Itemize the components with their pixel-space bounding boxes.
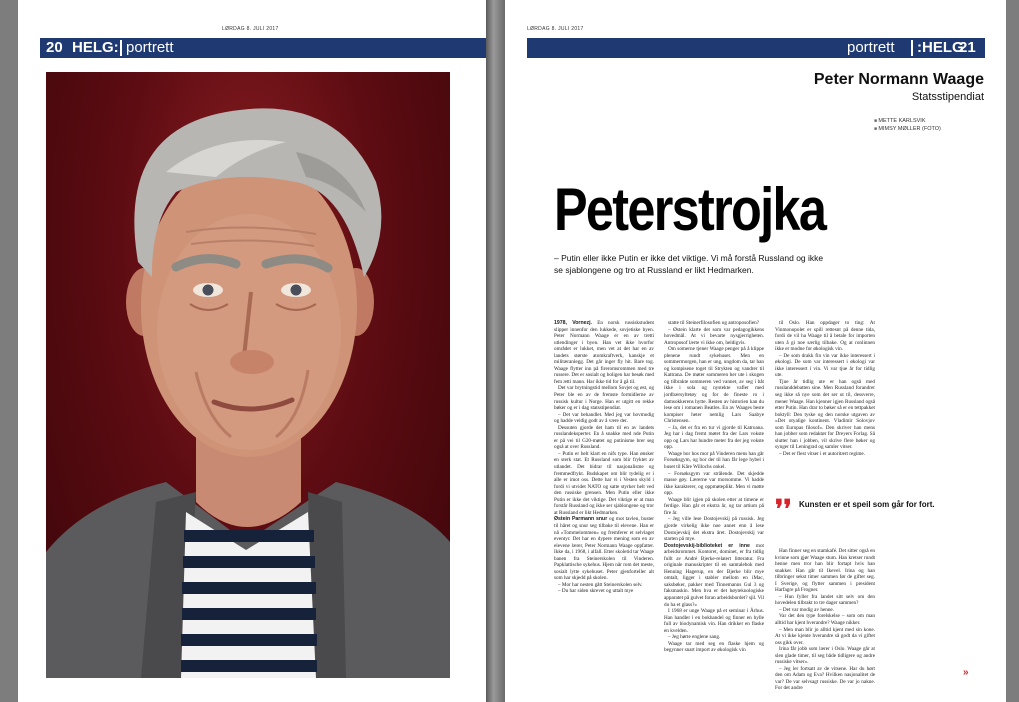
article-paragraph xyxy=(664,497,764,517)
quote-mark-icon: ❜❜ xyxy=(775,494,792,524)
paragraph-text: – Det er flest vitser i et autoritært regime. xyxy=(779,450,865,457)
paragraph-text: Waage tar med seg en flaske hjem og begynner snart import av økologisk vin xyxy=(664,640,764,654)
paragraph-text: – Østein klarte det som var pedagogikkens hovedmål. At vi bevarte nysgjerrigheten. Antroposof lærte vi ikke om, heldigvis. xyxy=(664,326,764,346)
article-paragraph xyxy=(775,594,875,607)
paragraph-text: – Jeg ler fortsatt av de vitsene. Har du hørt den om Adam og Eva? Hvilken nasjonalitet de var? De var selvsagt russiske. De var jo nakne. For det andre xyxy=(775,665,875,692)
paragraph-text: Waage bor hos mor på Vinderen mens han går Forsøksgym, og bor der til han får lege hybel i huset til Kåre Willochs onkel. xyxy=(664,450,764,471)
section-label-left: HELG: xyxy=(72,39,119,56)
article-paragraph xyxy=(775,548,875,594)
paragraph-text: Dessuten gjorde det ham til en av landets russlandeksperter. En å snakke med nde Putin er på vei til G20-møtet og putinisme brer seg også at over Russland. xyxy=(554,424,654,451)
article-paragraph xyxy=(664,327,764,347)
paragraph-text: – Forsøksgym var strålende. Det skjedde masse gøy. Lærerne var morsomme. Vi hadde ikke karakterer, og oppmøteplikt. Men vi møtte opp. xyxy=(664,470,764,497)
article-paragraph xyxy=(664,641,764,654)
paragraph-lead: 1978, Vornezj. xyxy=(554,320,598,326)
article-paragraph xyxy=(554,516,654,581)
article-paragraph xyxy=(775,353,875,379)
page-number-right: 21 xyxy=(959,39,976,56)
paragraph-text: statte til Steinerfilosofien og antroposofien? xyxy=(668,320,760,326)
paragraph-lead: Dostojevskij-biblioteket er inne xyxy=(664,542,756,549)
article-paragraph xyxy=(664,543,764,608)
article-paragraph xyxy=(554,412,654,425)
article-paragraph xyxy=(664,608,764,634)
paragraph-text: og mot tavlen, buster til håret og snur seg tilbake til elevene. Han er nå «Tommelommen» og fremferer et selvlaget eventyr. Det har en dypere mening som en av elevene lærer, Peter Normann Waage oppfatter. Ikke da, i 1968, i alfall. Etter skoletid tar Waage banen fra Steinerskolen til Vinderen. Papklattische sykehus. Hjem når rom det meste, sosialt lytte sykehuset. Peter gjenforteller alt som har skjedd på skolen. xyxy=(554,516,654,582)
paragraph-text: – Men man blir jo alltid kjent med sin kone. At vi ikke kjente hverandre så godt da vi giftet oss gikk over. xyxy=(775,626,875,646)
article-paragraph xyxy=(775,451,875,458)
page-gutter xyxy=(486,0,505,702)
headline: Peterstrojka xyxy=(554,176,826,243)
credits xyxy=(874,117,941,133)
paragraph-text: I 1968 er unge Waage på et seminar i Århus. Han handler i en bokhandel og finner en hylle full av biodynamisk vin. Han drikker en flaske en kvelden. xyxy=(664,608,764,634)
paragraph-text: mot arbeidsrommet. Kontoret, dominet, er fra tidlig fullt av André Bjerke-relatert litteratur. Fra originale manuskripter til en samtalebok med Henning Hagerup, en der Bjerke blir mye omtalt, ligger i stabler mellom en iMac, saksbøker, pakker med Tinnemanns Gul 3 og faksmaskin. Men hva er det høyteknologiske apparatet på gulvet foran arbeidsbordet? sjil. Vil du ha et glass?» xyxy=(664,542,764,608)
article-column-3-bottom xyxy=(775,548,875,692)
section-bar-left xyxy=(40,38,486,58)
paragraph-text: Om somerne tjener Waage penger på å klippe plenene rundt sykehuset. Men en sommermorgen, han er ung, ungdom da, tar han og kompisene toget til Strykten og vandrer til Kattrana. De møter sommeren her ute i skogen og tilbrakte sommeren ved vannet, av seg i båt ikke i sola og nystekte vafler med jordbærsyltetøy og for de fineste ro i damsokkerens hytte. Resten av historien kan du lese om i romanen Beatles. En av Waages beste kompiser heter nemlig Lars Saabye Christensen. xyxy=(664,346,764,425)
paragraph-text: – Det var behandlet. Med jeg var hovmodig og hadde veldig godt av å være der. xyxy=(554,411,654,425)
article-paragraph xyxy=(664,425,764,451)
subsection-label-left: portrett xyxy=(126,39,174,56)
bar-divider-left xyxy=(120,40,122,56)
paragraph-text: – Putin er helt klart en nifs type. Han ønsker en sterk stat. Et Russland som blir fryktet av utlandet. Det bidrar til nasjonalisme og fremmedfrykt. Budskapet om blir tydelig er i alle er imot oss. Dette har vi i Vesten skyld i fordi vi utvidet NATO og satte styrker helt ved den russiske grensen. Men Putin eller ikke Putin er ikke det viktige. Det viktige er at man forstår Russland og ikke ser sjablongene og tror at Russland er likt Hedmarken. xyxy=(554,450,654,516)
article-paragraph xyxy=(775,320,875,353)
pull-quote-text: Kunsten er et speil som går for fort. xyxy=(799,500,935,509)
section-label-right: :HELG xyxy=(917,39,964,56)
right-page xyxy=(505,0,1006,702)
article-paragraph xyxy=(664,451,764,471)
continue-arrow-icon: » xyxy=(963,667,969,678)
dateline-left: LØRDAG 8. JULI 2017 xyxy=(222,26,279,32)
paragraph-text: – De som drakk fin vin var ikke interessert i økologi. De som var interessert i økologi var ikke interessert i vin. Vi var tjue år for tidlig ute. xyxy=(775,352,875,379)
article-paragraph xyxy=(554,588,654,595)
article-column-3-top xyxy=(775,320,875,492)
article-column-2 xyxy=(664,320,764,654)
paragraph-lead: Østein Parmann snur xyxy=(554,516,610,523)
byline-name: Peter Normann Waage xyxy=(813,71,984,88)
paragraph-text: – Det var modig av henne. xyxy=(779,606,835,613)
article-paragraph xyxy=(775,646,875,666)
section-bar-right xyxy=(527,38,985,58)
article-paragraph xyxy=(664,516,764,542)
credit-photo: ■ MIMSY MØLLER (FOTO) xyxy=(874,125,941,133)
paragraph-text: Han finner seg en stamkafé. Det sitter også en kvinne som gjør Waage stum. Han kretser rundt henne men tror han blir fortapt hvis han snakker. Han går til Ikevel. Irina og han tilbringer sekst timer sammen før de gifter seg. I Sverige, og flytter sammen i president Harfagre på Frogner. xyxy=(775,548,875,594)
paragraph-text: Det var brytningstid mellom Sovjet og øst, og Peter ble en av de fremste formidlerne av russisk kultur i Norge. Han er utgitt en rekke bøker og er i dag statsstipendiat. xyxy=(554,385,654,412)
article-paragraph xyxy=(554,425,654,451)
article-paragraph xyxy=(664,471,764,497)
paragraph-text: – Hun fyller fra landet sitt selv om den hovedelen tilbrakt to tre dager sammen? xyxy=(775,593,875,607)
article-paragraph xyxy=(775,627,875,647)
article-paragraph xyxy=(775,379,875,451)
portrait-illustration xyxy=(46,72,450,678)
paragraph-text: – Mor har nesten gått Steinerskolen selv. xyxy=(558,581,643,588)
portrait-photo xyxy=(46,72,450,678)
article-paragraph xyxy=(664,346,764,425)
paragraph-text: – Jeg hørte englene sang. xyxy=(668,634,721,641)
article-paragraph xyxy=(554,385,654,411)
credit-writer: ■ METTE KARLSVIK xyxy=(874,117,941,125)
paragraph-text: – Ja, det er fra en tur vi gjorde til Katroana. Jeg har i dag fremt møtet fra der Lars vokste opp og Lars har hundre meter fra der jeg vokste opp. xyxy=(664,424,764,451)
article-paragraph xyxy=(775,666,875,692)
page-number-left: 20 xyxy=(46,39,63,56)
paragraph-text: En norsk russiskstudent slipper innenfor den lukkede, sovjetiske byen. Peter Normann Waage er en av tretti utlendinger i byen. Han vet ikke hvorfor området er lukket, men vet at det har en av landets største atomkraftverk, kanskje et militæranlegg. Det går inger fly hit. Bare tog. Waage flytter inn på fireromsrommen med tre russere. Det er sosialt og boligen har besøk med fem ætti mann. Har ikke tid for å gå til. xyxy=(554,320,654,385)
article-column-1 xyxy=(554,320,654,595)
lead-text: – Putin eller ikke Putin er ikke det viktige. Vi må forstå Russland og ikke se sjablongene og tro at Russland er likt Hedmarken. xyxy=(554,253,824,275)
article-paragraph xyxy=(775,613,875,626)
byline-role: Statsstipendiat xyxy=(911,91,984,103)
paragraph-text: – Du har siden skrevet og uttalt mye xyxy=(558,588,634,595)
dateline-right: LØRDAG 8. JULI 2017 xyxy=(527,26,584,32)
left-page xyxy=(18,0,486,702)
paragraph-text: Waage blir igjen på skolen etter at timene er ferdige. Han går et ekstra år, og tar artium på fire år. xyxy=(664,496,764,516)
paragraph-text: – Jeg ville lese Dostojevskij på russisk. Jeg gjorde virkelig ikke noe annet enn å lese Dostojevskij det ekstra året. Dostojevskij var starten på mye. xyxy=(664,516,764,543)
paragraph-text: til Oslo. Han oppdager to ting: At Vinmonopolet er spill rettesnt på denne tida, fordi de vil ha Waage til å betale for importen uten å gi noe særlig tilbake. Og at ronlinnen ikke er modne for økologisk vin. xyxy=(775,320,875,353)
subsection-label-right: portrett xyxy=(847,39,895,56)
article-paragraph xyxy=(554,451,654,516)
paragraph-text: Var det den type forelskelse – som om man alltid har kjent hverandre? Waage nikker. xyxy=(775,613,875,627)
bar-divider-right xyxy=(911,40,913,56)
paragraph-text: Irina får jobb som lærer i Oslo. Waage går at slen glade timer, til seg både tidligere og andre russiske vitser». xyxy=(775,646,875,666)
article-paragraph xyxy=(554,320,654,385)
paragraph-text: Tjue år tidlig ute er han også med russlanddebatten sine. Men Russland forandrer seg ikke så nye som det ser ut til, dessverre, mener Waage. Han kjenner igjen Russland også etter Putin. Han drar to bøker så er en tettpakket boktyll: Den tyske og den norske utgaven av «Det utyalige kontinent. Vladimir Solovjov som Europas filosof». Den skriver han mens han jobber som redaktør for Dreyers Forlag. Så slutter han i jobben, vil skrive flere bøker og synger til Leningrad og samler vitser. xyxy=(775,378,875,451)
